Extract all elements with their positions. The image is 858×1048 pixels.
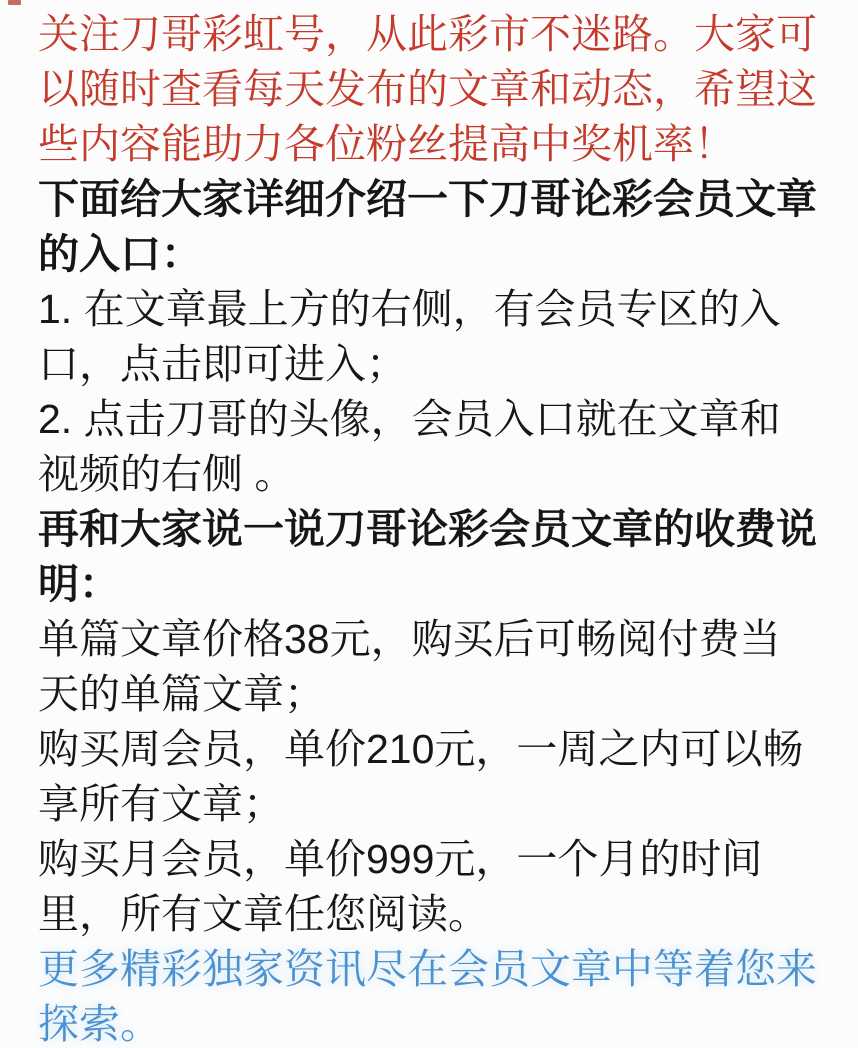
fee-weekly-line-1: 购买周会员，单价210元，一周之内可以畅 (38, 726, 804, 772)
outro-blue-line-2: 探索。 (38, 1001, 161, 1047)
intro-red-line-2: 以随时查看每天发布的文章和动态，希望这 (38, 66, 817, 112)
intro-red-line-3: 些内容能助力各位粉丝提高中奖机率！ (38, 121, 735, 167)
fee-single-line-1: 单篇文章价格38元，购买后可畅阅付费当 (38, 616, 781, 662)
fee-single-line-2: 天的单篇文章； (38, 671, 325, 717)
entry-item-1-line-2: 口，点击即可进入； (38, 341, 407, 387)
crop-artifact-mark (8, 0, 21, 5)
intro-red-line-1: 关注刀哥彩虹号，从此彩市不迷路。大家可 (38, 11, 817, 57)
fee-monthly-line-2: 里，所有文章任您阅读。 (38, 891, 489, 937)
outro-blue-line-1: 更多精彩独家资讯尽在会员文章中等着您来 (38, 946, 817, 992)
fee-heading-line-1: 再和大家说一说刀哥论彩会员文章的收费说 (38, 506, 817, 552)
entry-heading-line-2: 的入口： (38, 231, 202, 277)
entry-item-2-line-1: 2. 点击刀哥的头像，会员入口就在文章和 (38, 396, 781, 442)
entry-item-2-line-2: 视频的右侧 。 (38, 451, 296, 497)
fee-monthly-line-1: 购买月会员，单价999元，一个月的时间 (38, 836, 763, 882)
fee-heading-line-2: 明： (38, 561, 120, 607)
entry-item-1-line-1: 1. 在文章最上方的右侧，有会员专区的入 (38, 286, 781, 332)
fee-weekly-line-2: 享所有文章； (38, 781, 284, 827)
entry-heading-line-1: 下面给大家详细介绍一下刀哥论彩会员文章 (38, 176, 817, 222)
